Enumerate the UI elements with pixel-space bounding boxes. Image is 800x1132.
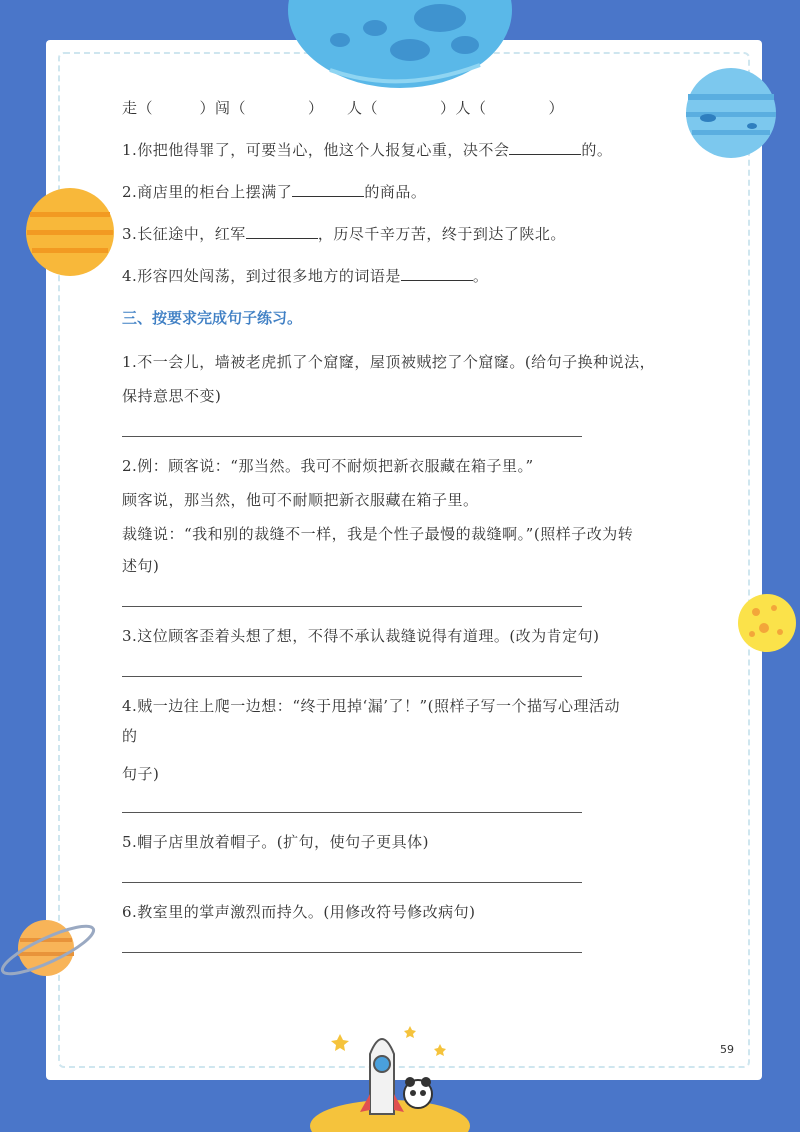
blue-planet-top bbox=[280, 0, 520, 90]
fill-in-text: 1.你把他得罪了，可要当心，他这个人报复心重，决不会 bbox=[122, 141, 510, 159]
blank-field[interactable] bbox=[401, 266, 473, 281]
answer-line-3[interactable] bbox=[122, 676, 582, 677]
question-2-prompt-cont: 述句) bbox=[122, 557, 160, 575]
question-5-text: 5.帽子店里放着帽子。(扩句，使句子更具体) bbox=[122, 833, 430, 851]
section-title: 三、按要求完成句子练习。 bbox=[122, 309, 303, 327]
question-2-text: 2.例：顾客说：“那当然。我可不耐烦把新衣服藏在箱子里。” bbox=[122, 457, 534, 475]
blank-field[interactable] bbox=[292, 182, 364, 197]
answer-line-4[interactable] bbox=[122, 812, 582, 813]
fill-in-text: 2.商店里的柜台上摆满了 bbox=[122, 183, 293, 201]
fill-in-item-4 bbox=[122, 266, 488, 286]
orange-planet-left bbox=[24, 186, 116, 278]
fill-in-item-3 bbox=[122, 224, 566, 244]
answer-line-2[interactable] bbox=[122, 606, 582, 607]
question-1-text: 1.不一会儿，墙被老虎抓了个窟窿，屋顶被贼挖了个窟窿。(给句子换种说法， bbox=[122, 353, 656, 371]
fill-in-text: 3.长征途中，红军 bbox=[122, 225, 246, 243]
rocket-panda-illustration bbox=[300, 1014, 480, 1132]
fill-in-text: 的商品。 bbox=[364, 183, 427, 201]
question-2-prompt: 裁缝说：“我和别的裁缝不一样，我是个性子最慢的裁缝啊。”(照样子改为转 bbox=[122, 525, 634, 543]
answer-line-5[interactable] bbox=[122, 882, 582, 883]
fill-in-text: 。 bbox=[472, 267, 489, 285]
fill-in-text: ，历尽千辛万苦，终于到达了陕北。 bbox=[317, 225, 566, 243]
question-1-text-cont: 保持意思不变) bbox=[122, 387, 222, 405]
fill-in-item-1 bbox=[122, 140, 612, 160]
question-4-text: 4.贼一边往上爬一边想：“终于甩掉‘漏’了！”(照样子写一个描写心理活动 bbox=[122, 697, 621, 715]
question-6-text: 6.教室里的掌声激烈而持久。(用修改符号修改病句) bbox=[122, 903, 476, 921]
ringed-planet bbox=[0, 908, 110, 1008]
question-2-example: 顾客说，那当然，他可不耐顺把新衣服藏在箱子里。 bbox=[122, 491, 479, 509]
page-number: 59 bbox=[720, 1043, 734, 1056]
fill-in-item-2 bbox=[122, 182, 426, 202]
answer-line-6[interactable] bbox=[122, 952, 582, 953]
fill-in-text: 4.形容四处闯荡，到过很多地方的词语是 bbox=[122, 267, 401, 285]
question-3-text: 3.这位顾客歪着头想了想，不得不承认裁缝说得有道理。(改为肯定句) bbox=[122, 627, 600, 645]
question-4-text-cont: 的 bbox=[122, 727, 138, 745]
yellow-spotted-planet bbox=[736, 592, 798, 654]
blank-field[interactable] bbox=[509, 140, 581, 155]
word-pair-row: 走（ ）闯（ ） 人（ ）人（ ） bbox=[122, 99, 565, 117]
blank-field[interactable] bbox=[246, 224, 318, 239]
question-4-text-cont-2: 句子) bbox=[122, 765, 160, 783]
answer-line-1[interactable] bbox=[122, 436, 582, 437]
striped-blue-planet bbox=[684, 66, 778, 160]
fill-in-text: 的。 bbox=[581, 141, 613, 159]
